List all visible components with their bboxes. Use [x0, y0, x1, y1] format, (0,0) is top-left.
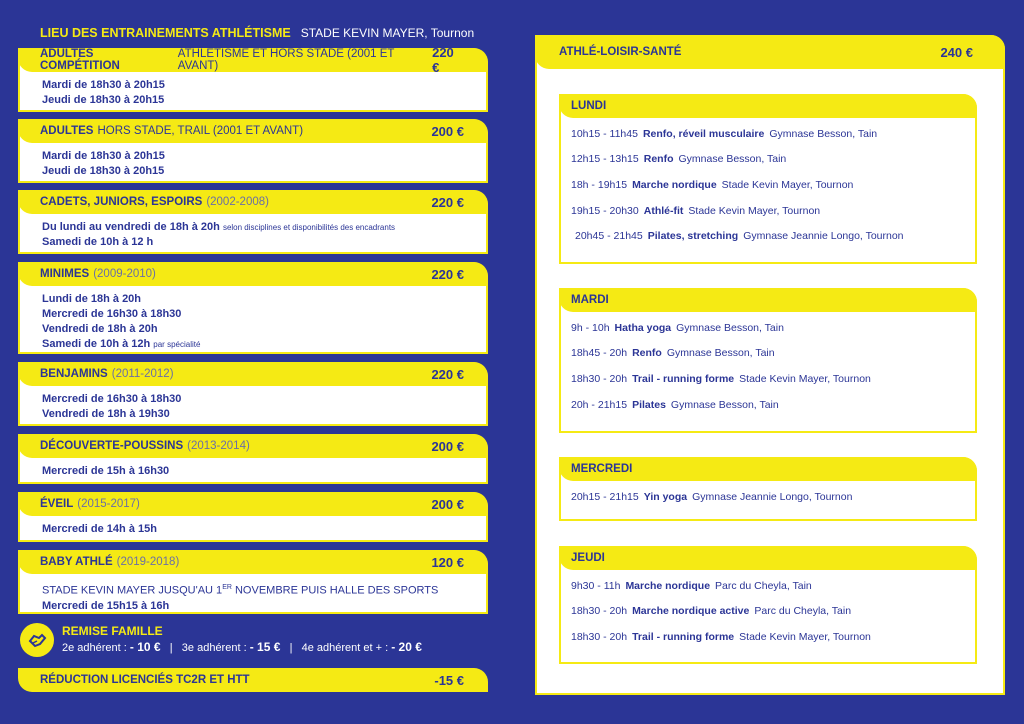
- card-body: [20, 458, 486, 485]
- card-minimes: [18, 262, 488, 354]
- schedule-line: Mardi de 18h30 à 20h15: [42, 150, 165, 162]
- remise-title: REMISE FAMILLE: [62, 624, 163, 638]
- hands-icon: [20, 623, 54, 657]
- card-years: (2002-2008): [206, 196, 269, 208]
- card-header: [18, 45, 488, 75]
- activity-place: Stade Kevin Mayer, Tournon: [721, 178, 854, 191]
- reduction-value: -15 €: [434, 672, 464, 688]
- card-benjamins: [18, 362, 488, 426]
- activity-time: 9h - 10h: [571, 321, 610, 334]
- schedule-line: Jeudi de 18h30 à 20h15: [42, 165, 165, 177]
- remise-value: - 20 €: [391, 640, 422, 654]
- card-eveil: [18, 492, 488, 542]
- remise-label: 4e adhérent et + :: [301, 642, 389, 654]
- activity-name: Trail - running forme: [632, 630, 735, 643]
- activity-place: Gymnase Besson, Tain: [769, 127, 878, 140]
- day-lundi: [559, 94, 977, 264]
- card-price: 200 €: [431, 438, 464, 454]
- activity-time: 18h30 - 20h: [571, 630, 628, 643]
- card-header: [18, 119, 488, 143]
- remise-separator: |: [289, 642, 293, 654]
- remise-label: 2e adhérent :: [62, 642, 127, 654]
- activity-place: Gymnase Besson, Tain: [670, 398, 779, 411]
- card-body: [20, 286, 486, 358]
- activity-name: Marche nordique: [632, 178, 717, 191]
- card-title: MINIMES: [40, 268, 90, 280]
- schedule-line: Mercredi de 14h à 15h: [42, 523, 157, 535]
- card-cadets-juniors-espoirs: [18, 190, 488, 254]
- card-years: (2009-2010): [93, 268, 156, 280]
- athle-loisir-sante-panel: [535, 35, 1005, 695]
- schedule-line: Mardi de 18h30 à 20h15: [42, 79, 165, 91]
- day-mardi: [559, 288, 977, 433]
- venue-note-sup: ER: [222, 584, 232, 591]
- card-body: [20, 516, 486, 543]
- activity-time: 12h15 - 13h15: [571, 153, 639, 166]
- day-jeudi: [559, 546, 977, 664]
- card-body: [20, 143, 486, 185]
- schedule-line: Samedi de 10h à 12 h: [42, 236, 154, 248]
- card-title: ADULTES COMPÉTITION: [40, 48, 120, 72]
- activity-name: Marche nordique: [625, 579, 711, 592]
- card-header: [18, 434, 488, 458]
- activity-row: [561, 392, 975, 418]
- schedule-line: Lundi de 18h à 20h: [42, 293, 142, 305]
- card-header: [18, 492, 488, 516]
- day-title: MERCREDI: [559, 457, 977, 481]
- activity-name: Yin yoga: [643, 490, 688, 503]
- schedule-line: Mercredi de 16h30 à 18h30: [42, 308, 182, 320]
- activity-row: [561, 121, 975, 147]
- reduction-bar: [18, 668, 488, 692]
- card-title: CADETS, JUNIORS, ESPOIRS: [40, 196, 203, 208]
- schedule-line: Vendredi de 18h à 19h30: [42, 408, 170, 420]
- card-years: (2015-2017): [77, 498, 140, 510]
- activity-place: Gymnase Besson, Tain: [666, 347, 775, 360]
- card-adultes: [18, 119, 488, 183]
- activity-row: [561, 573, 975, 599]
- activity-row: [561, 172, 975, 198]
- activity-time: 20h - 21h15: [571, 398, 628, 411]
- card-price: 220 €: [431, 194, 464, 210]
- panel-price: 240 €: [940, 44, 973, 60]
- card-title: BABY ATHLÉ: [40, 556, 113, 568]
- card-years: (2013-2014): [187, 440, 250, 452]
- activity-row: [561, 624, 975, 650]
- card-header: [18, 190, 488, 214]
- card-title: ÉVEIL: [40, 498, 74, 510]
- activity-row: [561, 366, 975, 392]
- activity-row: [561, 599, 975, 625]
- venue-note-part: STADE KEVIN MAYER JUSQU'AU 1: [42, 584, 223, 597]
- schedule-note: par spécialité: [153, 340, 201, 349]
- card-header: [18, 362, 488, 386]
- activity-time: 19h15 - 20h30: [571, 204, 639, 217]
- card-body: [20, 72, 486, 114]
- schedule-line: Samedi de 10h à 12h: [42, 338, 151, 350]
- activity-row: [561, 198, 975, 224]
- activity-place: Gymnase Besson, Tain: [676, 321, 784, 334]
- schedule-line: Mercredi de 16h30 à 18h30: [42, 393, 182, 405]
- card-header: [18, 262, 488, 286]
- activity-name: Marche nordique active: [632, 605, 750, 618]
- card-body: [20, 214, 486, 256]
- activity-time: 20h45 - 21h45: [575, 230, 643, 243]
- activity-place: Parc du Cheyla, Tain: [754, 605, 852, 618]
- activity-place: Stade Kevin Mayer, Tournon: [688, 204, 821, 217]
- card-title: BENJAMINS: [40, 368, 108, 380]
- page-header: [40, 26, 474, 40]
- activity-time: 18h30 - 20h: [571, 372, 628, 385]
- activity-name: Trail - running forme: [632, 372, 735, 385]
- remise-label: 3e adhérent :: [181, 642, 247, 654]
- remise-value: - 10 €: [129, 640, 161, 654]
- schedule-line: Mercredi de 15h15 à 16h: [42, 599, 170, 612]
- activity-name: Pilates: [632, 398, 666, 411]
- activity-name: Renfo, réveil musculaire: [642, 127, 765, 140]
- remise-separator: |: [169, 642, 173, 654]
- schedule-line: Mercredi de 15h à 16h30: [42, 465, 170, 477]
- card-price: 200 €: [431, 123, 464, 139]
- card-price: 220 €: [431, 266, 464, 282]
- schedule-line: Jeudi de 18h30 à 20h15: [42, 94, 165, 106]
- activity-time: 18h - 19h15: [571, 178, 628, 191]
- card-years: (2019-2018): [116, 556, 180, 568]
- activity-row: [561, 147, 975, 173]
- card-decouverte-poussins: [18, 434, 488, 484]
- day-title: MARDI: [559, 288, 977, 312]
- card-body: [20, 574, 486, 620]
- activity-place: Stade Kevin Mayer, Tournon: [739, 372, 871, 385]
- card-title: ADULTES: [40, 125, 94, 137]
- activity-name: Renfo: [643, 153, 674, 166]
- activity-row: [561, 341, 975, 367]
- activity-name: Renfo: [632, 347, 662, 360]
- remise-value: - 15 €: [249, 640, 281, 654]
- card-price: 120 €: [431, 554, 464, 570]
- reduction-label: RÉDUCTION LICENCIÉS TC2R ET HTT: [40, 674, 250, 686]
- header-place: STADE KEVIN MAYER, Tournon: [300, 26, 475, 40]
- activity-time: 18h45 - 20h: [571, 347, 628, 360]
- activity-place: Gymnase Jeannie Longo, Tournon: [692, 490, 853, 503]
- schedule-line: Du lundi au vendredi de 18h à 20h: [42, 221, 220, 233]
- card-subtitle: ATHLÉTISME ET HORS STADE (2001 ET AVANT): [177, 48, 395, 72]
- card-price: 200 €: [431, 496, 464, 512]
- schedule-line: Vendredi de 18h à 20h: [42, 323, 158, 335]
- activity-time: 9h30 - 11h: [571, 579, 621, 592]
- card-header: [18, 550, 488, 574]
- header-title: LIEU DES ENTRAINEMENTS ATHLÉTISME: [40, 26, 291, 40]
- card-adultes-competition: [18, 45, 488, 112]
- card-price: 220 €: [432, 45, 454, 75]
- venue-note: [42, 580, 464, 599]
- activity-name: Pilates, stretching: [647, 230, 739, 243]
- remise-line: [62, 640, 422, 654]
- panel-header: [535, 35, 1005, 69]
- schedule-note: selon disciplines et disponibilités des encadrants: [222, 223, 396, 232]
- activity-row: [561, 484, 975, 510]
- activity-place: Parc du Cheyla, Tain: [715, 579, 812, 592]
- card-subtitle: HORS STADE, TRAIL (2001 ET AVANT): [97, 125, 304, 137]
- activity-row: [561, 223, 975, 249]
- activity-time: 10h15 - 11h45: [571, 127, 638, 140]
- panel-title: ATHLÉ-LOISIR-SANTÉ: [559, 46, 682, 58]
- card-price: 220 €: [431, 366, 464, 382]
- activity-name: Hatha yoga: [614, 321, 672, 334]
- card-years: (2011-2012): [111, 368, 174, 380]
- day-mercredi: [559, 457, 977, 521]
- card-baby-athle: [18, 550, 488, 614]
- activity-place: Gymnase Jeannie Longo, Tournon: [743, 230, 904, 243]
- card-body: [20, 386, 486, 428]
- card-title: DÉCOUVERTE-POUSSINS: [40, 440, 184, 452]
- activity-place: Stade Kevin Mayer, Tournon: [739, 630, 871, 643]
- day-title: JEUDI: [559, 546, 977, 570]
- activity-place: Gymnase Besson, Tain: [678, 153, 787, 166]
- remise-famille: [18, 620, 488, 660]
- day-title: LUNDI: [559, 94, 977, 118]
- activity-time: 18h30 - 20h: [571, 605, 628, 618]
- activity-row: [561, 315, 975, 341]
- activity-time: 20h15 - 21h15: [571, 490, 639, 503]
- venue-note-part: NOVEMBRE PUIS HALLE DES SPORTS: [231, 584, 439, 597]
- activity-name: Athlé-fit: [643, 204, 684, 217]
